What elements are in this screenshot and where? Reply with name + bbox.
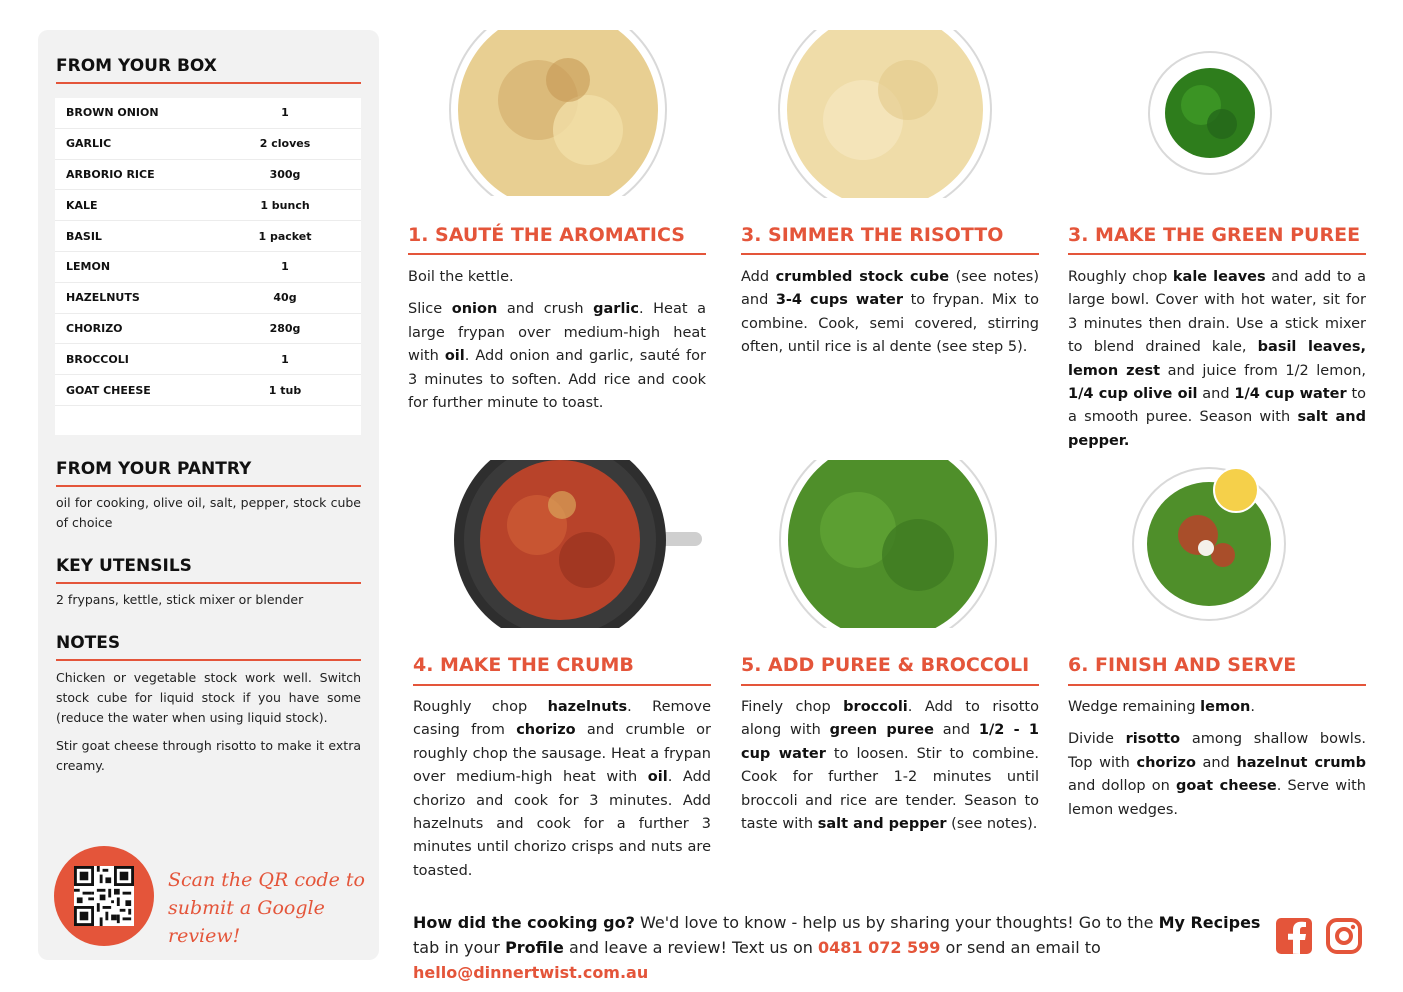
qr-code-icon[interactable] [74,866,134,926]
ingredient-qty: 300g [269,167,301,181]
divider [1068,253,1366,255]
green-puree-photo [1146,50,1274,176]
ingredient-qty: 40g [273,291,297,305]
ingredient-name: CHORIZO [66,321,123,335]
ingredient-row [55,221,361,252]
ingredient-row [55,314,361,345]
step-3-simmer-body: Add crumbled stock cube (see notes) and 3-4 cups water to frypan. Mix to combine. Cook, semi covered, stirring often, until rice is al dente (see step 5). [741,269,1039,356]
step-6-title: 6. FINISH AND SERVE [1068,654,1297,676]
email-link[interactable]: hello@dinnertwist.com.au [413,963,649,982]
ingredient-name: GARLIC [66,137,112,151]
ingredient-row [55,283,361,314]
utensils-text: 2 frypans, kettle, stick mixer or blender [56,592,304,607]
chorizo-crumb-photo [452,460,704,628]
finished-dish-photo [1128,460,1290,622]
ingredient-name: BROCCOLI [66,352,129,366]
ingredient-row [55,252,361,283]
divider [56,82,361,84]
divider [56,485,361,487]
step-3-simmer-photo [778,30,992,198]
step-1-p1: Boil the kettle. [408,269,514,285]
step-1-p2: Slice onion and crush garlic. Heat a large frypan over medium-high heat with oil. Add onion and garlic, sauté for 3 minutes to soften. Add rice and cook for further minute to toast. [408,301,707,412]
ingredient-qty: 1 bunch [260,198,310,212]
from-your-box-title: FROM YOUR BOX [56,56,217,76]
sidebar [38,30,379,960]
ingredient-name: ARBORIO RICE [66,167,155,181]
step-4-body: Roughly chop hazelnuts. Remove casing from chorizo and crumble or roughly chop the sausage. Heat a frypan over medium-high heat with oil. Add chorizo and cook for 3 minutes. Add hazelnuts and cook for a further 3 minutes until chorizo crisps and nuts are toasted. [413,699,712,879]
step-3-puree-title: 3. MAKE THE GREEN PUREE [1068,224,1361,246]
from-your-pantry-title: FROM YOUR PANTRY [56,459,252,479]
notes-title: NOTES [56,633,121,653]
notes-text-1: Chicken or vegetable stock work well. Switch stock cube for liquid stock if you have some (reduce the water when using liquid stock). [56,670,361,725]
ingredient-qty: 1 [281,352,289,366]
ingredient-qty: 1 [281,260,289,274]
phone-link[interactable]: 0481 072 599 [817,938,941,957]
ingredient-name: BROWN ONION [66,106,159,120]
ingredient-qty: 1 tub [268,383,302,397]
ingredients-table [55,98,361,435]
divider [741,253,1039,255]
step-5-title: 5. ADD PUREE & BROCCOLI [741,654,1030,676]
step-1-title: 1. SAUTÉ THE AROMATICS [408,224,685,246]
qr-callout [168,866,368,950]
ingredient-row [55,344,361,375]
broccoli-risotto-photo [778,460,998,628]
ingredient-row [55,190,361,221]
footer-review-text: How did the cooking go? We'd love to know - help us by sharing your thoughts! Go to the My Recipes tab in your Profile and leave a review! Text us on 0481 072 599 or send an email to hello@dinnertwist.com.au [413,913,1261,982]
qr-callout-line2: submit a Google review! [168,897,325,947]
step-1-photo [448,30,668,198]
divider [56,582,361,584]
ingredient-row [55,129,361,160]
divider [56,659,361,661]
ingredient-qty: 1 [281,106,289,120]
ingredient-name: KALE [66,198,98,212]
step-1-body [408,266,706,424]
step-3-puree-body: Roughly chop kale leaves and add to a large bowl. Cover with hot water, sit for 3 minutes then drain. Use a stick mixer to blend drained kale, basil leaves, lemon zest and juice from 1/2 lemon, 1/4 cup olive oil and 1/4 cup water to a smooth puree. Season with salt and pepper. [1068,269,1367,449]
ingredient-qty: 280g [269,321,301,335]
ingredient-name: HAZELNUTS [66,291,140,305]
ingredient-name: GOAT CHEESE [66,383,151,397]
divider [1068,684,1366,686]
step-3-simmer-title: 3. SIMMER THE RISOTTO [741,224,1004,246]
ingredient-name: LEMON [66,260,111,274]
ingredient-qty: 2 cloves [259,137,311,151]
ingredient-qty: 1 packet [258,229,312,243]
ingredient-name: BASIL [66,229,102,243]
key-utensils-title: KEY UTENSILS [56,556,192,576]
ingredient-row [55,160,361,191]
divider [408,253,706,255]
divider [741,684,1039,686]
facebook-icon[interactable] [1276,918,1312,954]
ingredient-row [55,375,361,406]
divider [413,684,711,686]
qr-badge [54,846,154,946]
step-5-body: Finely chop broccoli. Add to risotto along with green puree and 1/2 - 1 cup water to loosen. Stir to combine. Cook for further 1-2 minutes until broccoli and rice are tender. Season to taste with salt and pepper (see notes). [741,699,1039,833]
step-4-title: 4. MAKE THE CRUMB [413,654,634,676]
notes-text-2: Stir goat cheese through risotto to make it extra creamy. [56,738,361,773]
ingredient-row [55,98,361,129]
qr-callout-line1: Scan the QR code to [168,869,365,891]
step-6-body: Wedge remaining lemon. Divide risotto among shallow bowls. Top with chorizo and hazelnut crumb and dollop on goat cheese. Serve with lemon wedges. [1068,699,1367,818]
pantry-text: oil for cooking, olive oil, salt, pepper, stock cube of choice [56,495,361,530]
instagram-icon[interactable] [1326,918,1362,954]
